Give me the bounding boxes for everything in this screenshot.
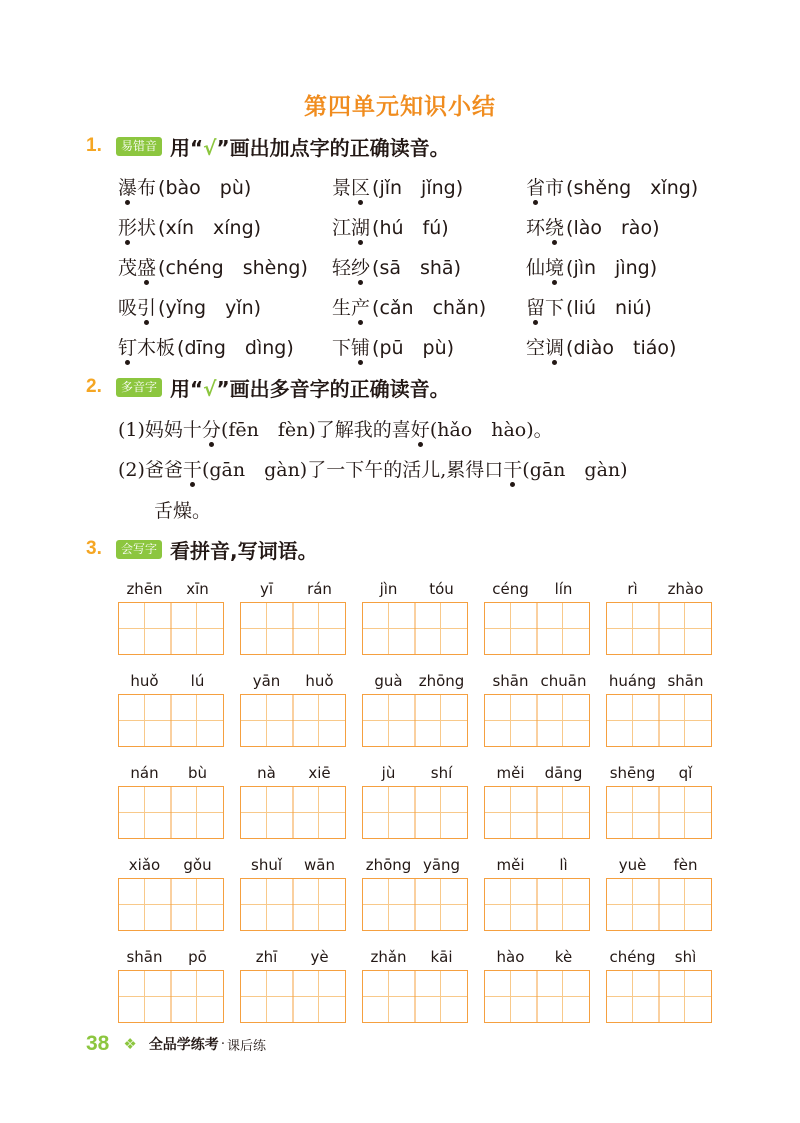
writing-box[interactable] — [484, 694, 590, 747]
word-cell — [606, 580, 712, 670]
page-title: 第四单元知识小结 — [304, 94, 496, 120]
word-char: 木板 — [137, 337, 176, 359]
pinyin-label: zhēn — [126, 580, 163, 598]
pinyin-label: bù — [187, 764, 208, 782]
pinyin-label: jù — [381, 764, 396, 782]
pronunciation-item — [332, 173, 463, 200]
writing-box[interactable] — [606, 602, 712, 655]
sentence-2-continuation: 舌燥。 — [154, 500, 212, 522]
writing-box[interactable] — [484, 970, 590, 1023]
dotted-char: 干 — [182, 459, 202, 481]
word-char: 下 — [332, 337, 352, 359]
writing-box[interactable] — [362, 878, 468, 931]
writing-box[interactable] — [362, 694, 468, 747]
pronunciation-item — [332, 213, 449, 240]
check-mark-icon: √ — [203, 135, 217, 160]
pinyin-label: měi — [496, 764, 525, 782]
pinyin-label: rì — [627, 580, 638, 598]
word-cell — [118, 764, 224, 854]
question-number: 3. — [86, 538, 102, 559]
pinyin-label: huáng — [608, 672, 657, 690]
word-char: 空 — [526, 337, 546, 359]
dotted-char: 绕 — [545, 217, 565, 239]
pinyin-options: (diào tiáo) — [566, 337, 677, 359]
grid-row — [118, 580, 718, 670]
pronunciation-item — [332, 333, 454, 360]
pinyin-label: zhǎn — [370, 948, 407, 966]
pinyin-label: pō — [188, 948, 207, 966]
word-char: 状 — [137, 217, 157, 239]
dotted-char: 引 — [137, 297, 157, 319]
word-char: 茂 — [118, 257, 138, 279]
writing-box[interactable] — [240, 970, 346, 1023]
pronunciation-item — [526, 213, 659, 240]
pinyin-label: zhī — [255, 948, 278, 966]
pinyin-options: (pū pù) — [372, 337, 455, 359]
dotted-char: 纱 — [351, 257, 371, 279]
dotted-char: 干 — [503, 459, 523, 481]
pronunciation-item — [526, 333, 676, 360]
pinyin-label: shān — [126, 948, 163, 966]
writing-box[interactable] — [118, 602, 224, 655]
pinyin-label: lì — [559, 856, 568, 874]
pinyin-label: zhào — [667, 580, 704, 598]
pronunciation-item — [118, 253, 308, 280]
word-cell — [484, 580, 590, 670]
pinyin-options: (jǐn jǐng) — [372, 177, 464, 199]
pinyin-label: qǐ — [678, 764, 693, 782]
pinyin-label: shān — [492, 672, 529, 690]
pinyin-label: jìn — [379, 580, 398, 598]
dotted-char: 盛 — [137, 257, 157, 279]
pinyin-options: (dīng dìng) — [177, 337, 294, 359]
writing-box[interactable] — [606, 970, 712, 1023]
dotted-char: 产 — [351, 297, 371, 319]
writing-box[interactable] — [606, 786, 712, 839]
pinyin-label: yè — [310, 948, 329, 966]
pinyin-label: dāng — [544, 764, 583, 782]
word-cell — [118, 580, 224, 670]
writing-box[interactable] — [240, 878, 346, 931]
pinyin-options: (lào rào) — [566, 217, 660, 239]
word-cell — [240, 580, 346, 670]
book-subtitle: 课后练 — [226, 1038, 266, 1054]
word-cell — [362, 856, 468, 946]
pronunciation-item — [118, 333, 294, 360]
word-cell — [484, 856, 590, 946]
word-cell — [362, 580, 468, 670]
word-cell — [240, 764, 346, 854]
writing-box[interactable] — [240, 694, 346, 747]
brand-name: 全品学练考 — [148, 1037, 219, 1053]
pinyin-label: céng — [492, 580, 529, 598]
writing-box[interactable] — [362, 602, 468, 655]
dotted-char: 留 — [526, 297, 546, 319]
word-char: 市 — [545, 177, 565, 199]
writing-box[interactable] — [606, 694, 712, 747]
pinyin-options: (bào pù) — [158, 177, 252, 199]
pronunciation-item — [118, 173, 251, 200]
pronunciation-item — [526, 293, 652, 320]
pinyin-label: rán — [307, 580, 332, 598]
dotted-char: 形 — [118, 217, 138, 239]
pronunciation-item — [332, 293, 486, 320]
pinyin-label: zhōng — [418, 672, 465, 690]
sentence-2: (2)爸爸干(gān gàn)了一下午的活儿,累得口干(gān gàn) — [118, 459, 628, 481]
word-char: 轻 — [332, 257, 352, 279]
pinyin-label: měi — [496, 856, 525, 874]
pronunciation-item — [118, 293, 261, 320]
category-tag: 会写字 — [116, 540, 162, 559]
grid-row — [118, 672, 718, 762]
word-cell — [484, 764, 590, 854]
writing-box[interactable] — [362, 786, 468, 839]
pinyin-label: gǒu — [183, 856, 212, 874]
word-cell — [240, 948, 346, 1038]
pinyin-label: yī — [259, 580, 274, 598]
pronunciation-item — [526, 173, 698, 200]
pinyin-label: chuān — [540, 672, 587, 690]
question-instruction: 用“√”画出多音字的正确读音。 — [170, 376, 450, 401]
question-instruction: 看拼音,写词语。 — [170, 538, 318, 563]
question-3-header — [86, 536, 318, 562]
pronunciation-item — [332, 253, 461, 280]
question-number: 1. — [86, 135, 102, 156]
pinyin-label: nà — [257, 764, 276, 782]
pinyin-label: huǒ — [305, 672, 334, 690]
pinyin-label: lú — [190, 672, 205, 690]
dotted-char: 省 — [526, 177, 546, 199]
diamond-icon: ❖ — [123, 1035, 137, 1053]
writing-box[interactable] — [118, 878, 224, 931]
dotted-char: 铺 — [351, 337, 371, 359]
pinyin-options: (yǐng yǐn) — [158, 297, 262, 319]
pronunciation-item — [118, 213, 261, 240]
dotted-char: 钉 — [118, 337, 138, 359]
pinyin-label: yuè — [618, 856, 647, 874]
pinyin-label: nán — [130, 764, 159, 782]
word-cell — [118, 672, 224, 762]
writing-box[interactable] — [484, 602, 590, 655]
grid-row — [118, 764, 718, 854]
dotted-char: 分 — [201, 419, 221, 441]
pinyin-label: tóu — [429, 580, 454, 598]
grid-row — [118, 948, 718, 1038]
word-cell — [606, 856, 712, 946]
page-number: 38 — [86, 1032, 110, 1055]
word-char: 吸 — [118, 297, 138, 319]
pinyin-options: (xín xíng) — [158, 217, 262, 239]
word-cell — [606, 672, 712, 762]
pinyin-label: lín — [554, 580, 573, 598]
sentence-1: (1)妈妈十分(fēn fèn)了解我的喜好(hǎo hào)。 — [118, 419, 553, 441]
pinyin-label: shí — [430, 764, 453, 782]
word-char: 仙 — [526, 257, 546, 279]
word-cell — [118, 948, 224, 1038]
pinyin-label: xiē — [308, 764, 331, 782]
writing-box[interactable] — [240, 602, 346, 655]
pinyin-label: guà — [374, 672, 403, 690]
question-2-header — [86, 374, 450, 400]
pinyin-options: (chéng shèng) — [158, 257, 308, 279]
pinyin-label: kāi — [430, 948, 453, 966]
pinyin-label: shēng — [609, 764, 656, 782]
pinyin-label: huǒ — [130, 672, 159, 690]
writing-box[interactable] — [484, 786, 590, 839]
writing-box[interactable] — [118, 970, 224, 1023]
writing-box[interactable] — [118, 786, 224, 839]
separator: · — [220, 1036, 225, 1052]
pinyin-options: (cǎn chǎn) — [372, 297, 487, 319]
word-char: 景 — [332, 177, 352, 199]
category-tag: 多音字 — [116, 378, 162, 397]
dotted-char: 好 — [410, 419, 430, 441]
word-cell — [362, 672, 468, 762]
pinyin-label: xiǎo — [128, 856, 161, 874]
pinyin-label: zhōng — [365, 856, 412, 874]
word-cell — [484, 948, 590, 1038]
pinyin-label: yān — [252, 672, 281, 690]
pinyin-label: chéng — [609, 948, 656, 966]
pinyin-label: shān — [667, 672, 704, 690]
page-footer — [86, 1032, 266, 1056]
pinyin-label: hào — [496, 948, 525, 966]
pronunciation-item — [526, 253, 657, 280]
pinyin-label: fèn — [673, 856, 698, 874]
question-1-header — [86, 133, 450, 159]
pinyin-options: (hú fú) — [372, 217, 449, 239]
question-number: 2. — [86, 376, 102, 397]
word-cell — [362, 948, 468, 1038]
category-tag: 易错音 — [116, 137, 162, 156]
pinyin-options: (shěng xǐng) — [566, 177, 699, 199]
writing-box[interactable] — [606, 878, 712, 931]
pinyin-options: (liú niú) — [566, 297, 652, 319]
word-cell — [240, 856, 346, 946]
writing-box[interactable] — [362, 970, 468, 1023]
pinyin-label: shuǐ — [251, 856, 282, 874]
dotted-char: 调 — [545, 337, 565, 359]
word-cell — [484, 672, 590, 762]
word-cell — [606, 948, 712, 1038]
question-instruction: 用“√”画出加点字的正确读音。 — [170, 135, 450, 160]
word-cell — [240, 672, 346, 762]
pinyin-label: xīn — [186, 580, 209, 598]
word-cell — [362, 764, 468, 854]
pinyin-label: wān — [304, 856, 335, 874]
dotted-char: 湖 — [351, 217, 371, 239]
pinyin-options: (sā shā) — [372, 257, 461, 279]
word-cell — [606, 764, 712, 854]
word-char: 环 — [526, 217, 546, 239]
dotted-char: 瀑 — [118, 177, 138, 199]
pinyin-label: shì — [674, 948, 697, 966]
word-cell — [118, 856, 224, 946]
dotted-char: 区 — [351, 177, 371, 199]
word-char: 生 — [332, 297, 352, 319]
writing-box[interactable] — [118, 694, 224, 747]
grid-row — [118, 856, 718, 946]
word-char: 江 — [332, 217, 352, 239]
dotted-char: 境 — [545, 257, 565, 279]
writing-box[interactable] — [484, 878, 590, 931]
pinyin-label: yāng — [422, 856, 461, 874]
check-mark-icon: √ — [203, 376, 217, 401]
writing-box[interactable] — [240, 786, 346, 839]
word-char: 下 — [545, 297, 565, 319]
word-char: 布 — [137, 177, 157, 199]
pinyin-options: (jìn jìng) — [566, 257, 658, 279]
pinyin-label: kè — [554, 948, 573, 966]
